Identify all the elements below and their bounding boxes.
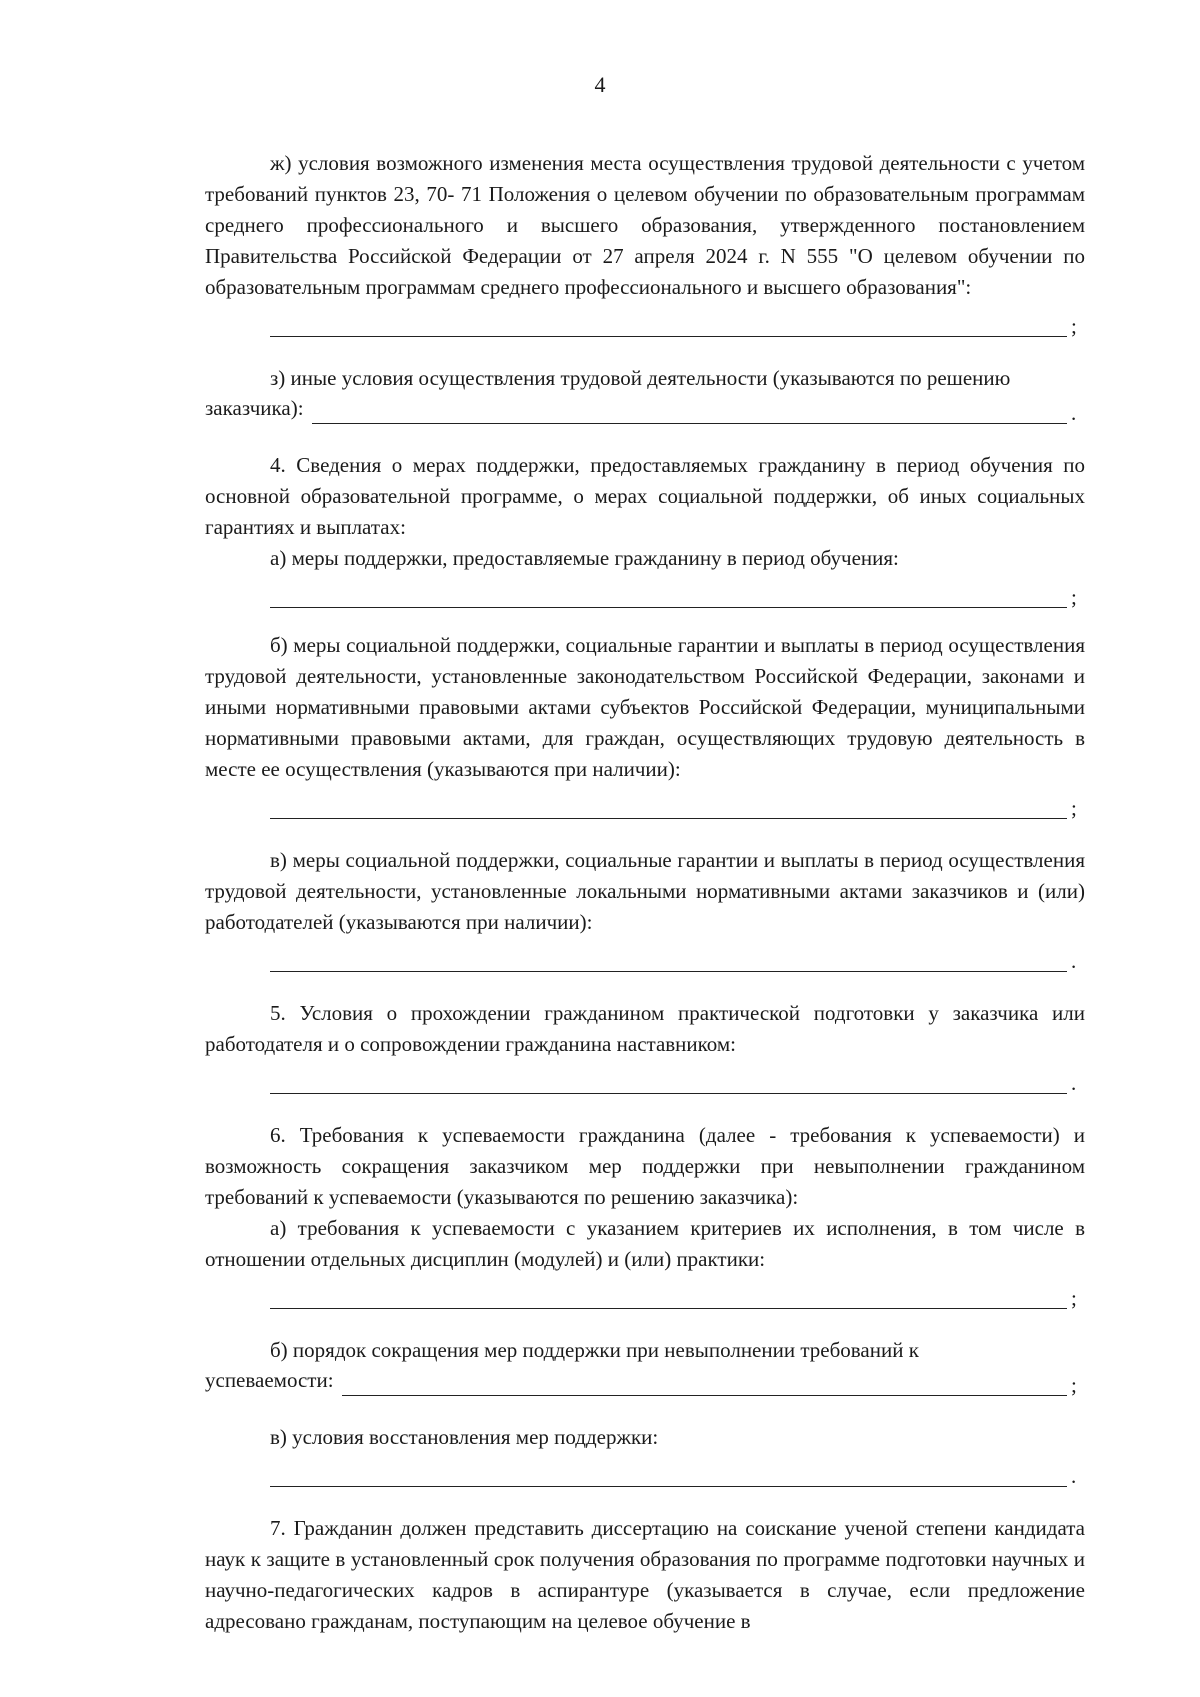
section-7-text: 7. Гражданин должен представить диссертацию на соискание ученой степени кандидата наук к защите в установленный срок получения образования по программе подготовки научных и научно-педагогических кадров в аспирантуре (указывается в случае, если предложение адресовано гражданам, поступающим на целевое обучение в [205,1516,1085,1633]
section-6 [205,1120,1085,1309]
document-body [205,148,1085,1663]
section-6a-text: а) требования к успеваемости с указанием критериев их исполнения, в том числе в отношении отдельных дисциплин (модулей) и (или) практики: [205,1216,1085,1271]
line-end-punct: . [1071,1464,1077,1488]
section-6b-tail: успеваемости: [205,1368,334,1392]
clause-z-text: з) иные условия осуществления трудовой деятельности (указываются по решению [270,366,1011,390]
blank-line [312,401,1067,424]
section-4a-text: а) меры поддержки, предоставляемые гражданину в период обучения: [270,546,899,570]
line-end-punct: . [1071,949,1077,973]
section-5-fill-line[interactable] [270,1066,1085,1094]
line-end-punct: . [1071,401,1077,425]
section-6b [205,1335,1085,1396]
section-4-text: 4. Сведения о мерах поддержки, предоставляемых гражданину в период обучения по основной образовательной программе, о мерах социальной поддержки, об иных социальных гарантиях и выплатах: [205,453,1085,539]
line-end-punct: ; [1071,1373,1077,1397]
section-6b-text: б) порядок сокращения мер поддержки при невыполнении требований к [270,1338,919,1362]
page-number: 4 [594,72,606,97]
section-4 [205,450,1085,608]
blank-line [342,1373,1067,1396]
section-4b [205,630,1085,819]
clause-z [205,363,1085,424]
section-4a-fill-line[interactable] [270,580,1085,608]
section-5 [205,998,1085,1094]
section-4v-text: в) меры социальной поддержки, социальные гарантии и выплаты в период осуществления трудовой деятельности, установленные локальными нормативными актами заказчиков и (или) работодателей (указываются при наличии): [205,848,1085,934]
line-end-punct: ; [1071,1286,1077,1310]
line-end-punct: ; [1071,585,1077,609]
line-end-punct: ; [1071,314,1077,338]
blank-line [270,949,1067,972]
section-6v [205,1422,1085,1487]
section-7 [205,1513,1085,1637]
clause-zh-fill-line[interactable] [270,309,1085,337]
line-end-punct: . [1071,1071,1077,1095]
clause-z-fill-row[interactable] [205,394,1085,424]
line-end-punct: ; [1071,796,1077,820]
section-6v-text: в) условия восстановления мер поддержки: [270,1425,659,1449]
section-4v-fill-line[interactable] [270,944,1085,972]
blank-line [270,314,1067,337]
blank-line [270,1071,1067,1094]
section-4b-text: б) меры социальной поддержки, социальные гарантии и выплаты в период осуществления трудовой деятельности, установленные законодательством Российской Федерации, законами и иными нормативными правовыми актами субъектов Российской Федерации, муниципальными нормативными правовыми актами, для граждан, осуществляющих трудовую деятельность в месте ее осуществления (указываются при наличии): [205,633,1085,781]
section-6v-fill-line[interactable] [270,1459,1085,1487]
blank-line [270,796,1067,819]
section-5-text: 5. Условия о прохождении гражданином практической подготовки у заказчика или работодателя и о сопровождении гражданина наставником: [205,1001,1085,1056]
blank-line [270,1464,1067,1487]
clause-zh-text: ж) условия возможного изменения места осуществления трудовой деятельности с учетом требований пунктов 23, 70- 71 Положения о целевом обучении по образовательным программам среднего профессионального и высшего образования, утвержденного постановлением Правительства Российской Федерации от 27 апреля 2024 г. N 555 "О целевом обучении по образовательным программам среднего профессионального и высшего образования": [205,151,1085,299]
section-6b-fill-row[interactable] [205,1366,1085,1396]
section-6-text: 6. Требования к успеваемости гражданина (далее - требования к успеваемости) и возможность сокращения заказчиком мер поддержки при невыполнении гражданином требований к успеваемости (указываются по решению заказчика): [205,1123,1085,1209]
section-6a-fill-line[interactable] [270,1281,1085,1309]
blank-line [270,1286,1067,1309]
section-4b-fill-line[interactable] [270,791,1085,819]
blank-line [270,585,1067,608]
clause-z-tail: заказчика): [205,396,304,420]
clause-zh [205,148,1085,337]
section-4v [205,845,1085,972]
